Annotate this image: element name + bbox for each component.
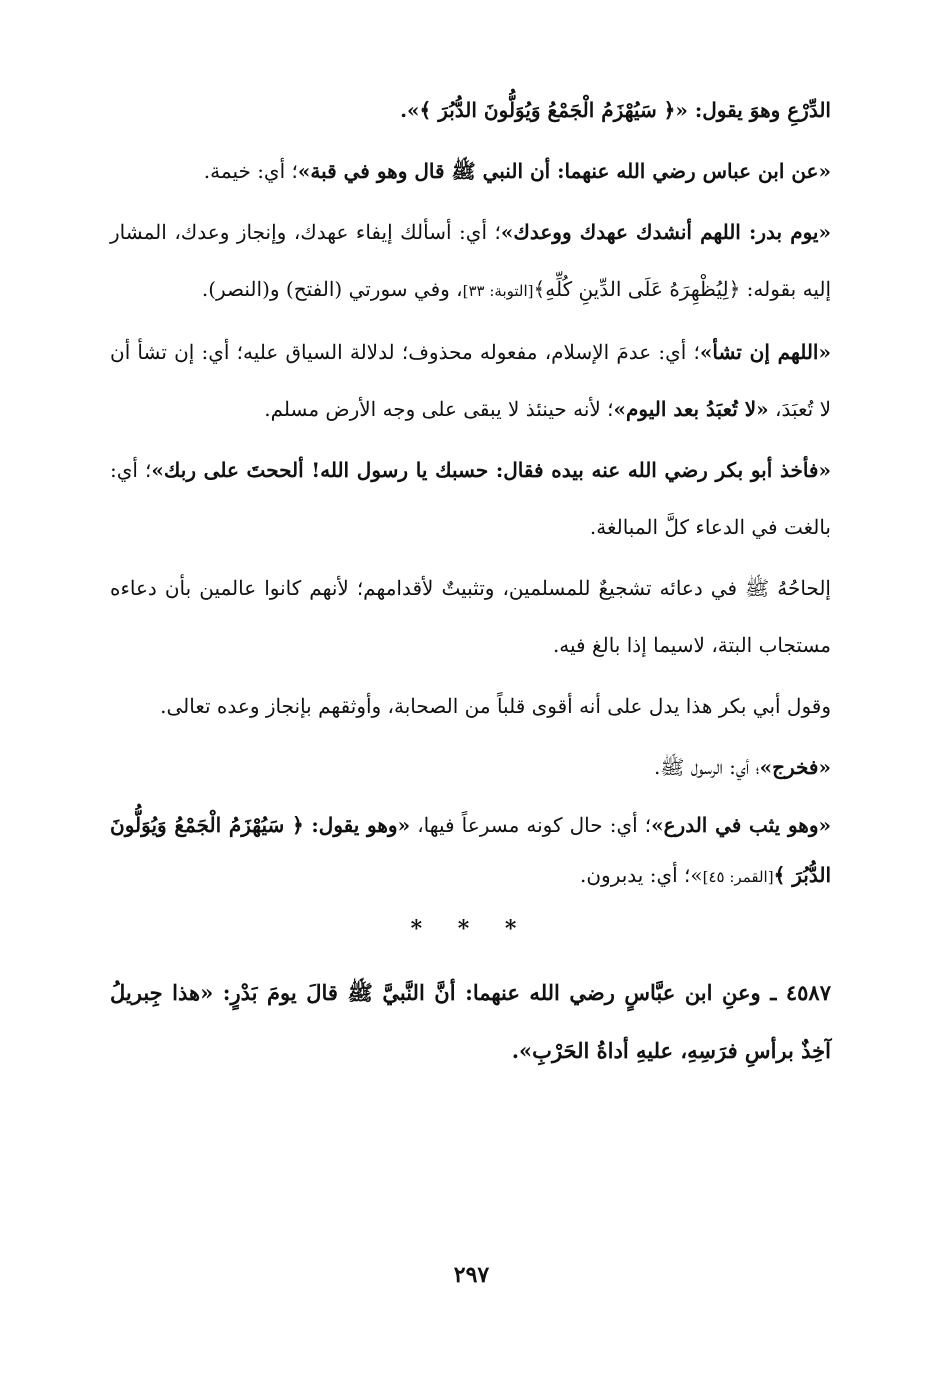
paragraph-6 [110, 560, 831, 674]
paragraph-3 [110, 204, 831, 320]
paragraph-4-text: ؛ أي: عدمَ الإسلام، مفعوله محذوف؛ لدلالة السياق عليه؛ أي: إن تشأ أن لا تُعبَدَ، [110, 340, 831, 421]
paragraph-1 [110, 82, 831, 139]
paragraph-9-reference: [القمر: ٤٥] [702, 868, 774, 886]
paragraph-8 [110, 739, 831, 796]
paragraph-3-text: ؛ أي: أسألك إيفاء عهدك، وإنجاز وعدك، المشار إليه بقوله: ﴿لِيُظْهِرَهُ عَلَى الدِّينِ كُلِّهِ﴾ [110, 220, 831, 301]
paragraph-2-quote: «عن ابن عباس رضي الله عنهما: أن النبي ﷺ قال وهو في قبة» [297, 159, 831, 183]
paragraph-9-quote-2: «وهو يقول: ﴿ سَيُهْزَمُ الْجَمْعُ وَيُوَلُّونَ الدُّبُرَ ﴾ [110, 813, 831, 887]
paragraph-9-text: ؛ أي: حال كونه مسرعاً فيها، [410, 813, 652, 837]
page-number: ٢٩٧ [453, 1262, 490, 1288]
section-separator: * * * [410, 916, 531, 942]
paragraph-8-text: ؛ أي: الرسول ﷺ. [653, 755, 760, 779]
paragraph-2 [110, 143, 831, 200]
paragraph-3-quote: «يوم بدر: اللهم أنشدك عهدك ووعدك» [500, 220, 831, 244]
paragraph-1-text: الدِّرْعِ وهوَ يقول: «﴿ سَيُهْزَمُ الْجَمْعُ وَيُوَلُّونَ الدُّبُرَ ﴾». [400, 98, 831, 122]
paragraph-9 [110, 800, 831, 902]
paragraph-4-quote-2: «لا تُعبَدُ بعد اليوم» [613, 397, 769, 421]
paragraph-4 [110, 324, 831, 438]
paragraph-7-text: وقول أبي بكر هذا يدل على أنه أقوى قلباً من الصحابة، وأوثقهم بإنجاز وعده تعالى. [160, 694, 831, 718]
page-body [110, 82, 831, 1084]
paragraph-5-quote: «فأخذ أبو بكر رضي الله عنه بيده فقال: حسبك يا رسول الله! ألححتَ على ربك» [151, 458, 831, 482]
hadith-text: ٤٥٨٧ ـ وعنِ ابن عبَّاسٍ رضي الله عنهما: أنَّ النَّبيَّ ﷺ قالَ يومَ بَدْرٍ: «هذا جِبريلُ آخِذٌ برأسِ فرَسِهِ، عليهِ أداةُ الحَرْبِ». [110, 980, 831, 1063]
paragraph-8-quote: «فخرج» [759, 755, 831, 779]
paragraph-9-quote: «وهو يثب في الدرع» [651, 813, 831, 837]
paragraph-4-tail: ؛ لأنه حينئذ لا يبقى على وجه الأرض مسلم. [264, 397, 614, 421]
paragraph-5 [110, 442, 831, 556]
paragraph-6-text: إلحاحُهُ ﷺ في دعائه تشجيعٌ للمسلمين، وتثبيتٌ لأقدامهم؛ لأنهم كانوا عالمين بأن دعاءه مستجاب البتة، لاسيما إذا بالغ فيه. [110, 576, 831, 657]
paragraph-2-text: ؛ أي: خيمة. [203, 159, 298, 183]
paragraph-9-tail: »؛ أي: يدبرون. [579, 863, 703, 887]
paragraph-4-quote: «اللهم إن تشأ» [699, 340, 831, 364]
paragraph-3-tail: ، وفي سورتي (الفتح) و(النصر). [201, 277, 463, 301]
paragraph-3-reference: [التوبة: ٣٣] [462, 282, 534, 300]
paragraph-7 [110, 678, 831, 735]
paragraph-5-text: ؛ أي: بالغت في الدعاء كلَّ المبالغة. [110, 458, 831, 539]
